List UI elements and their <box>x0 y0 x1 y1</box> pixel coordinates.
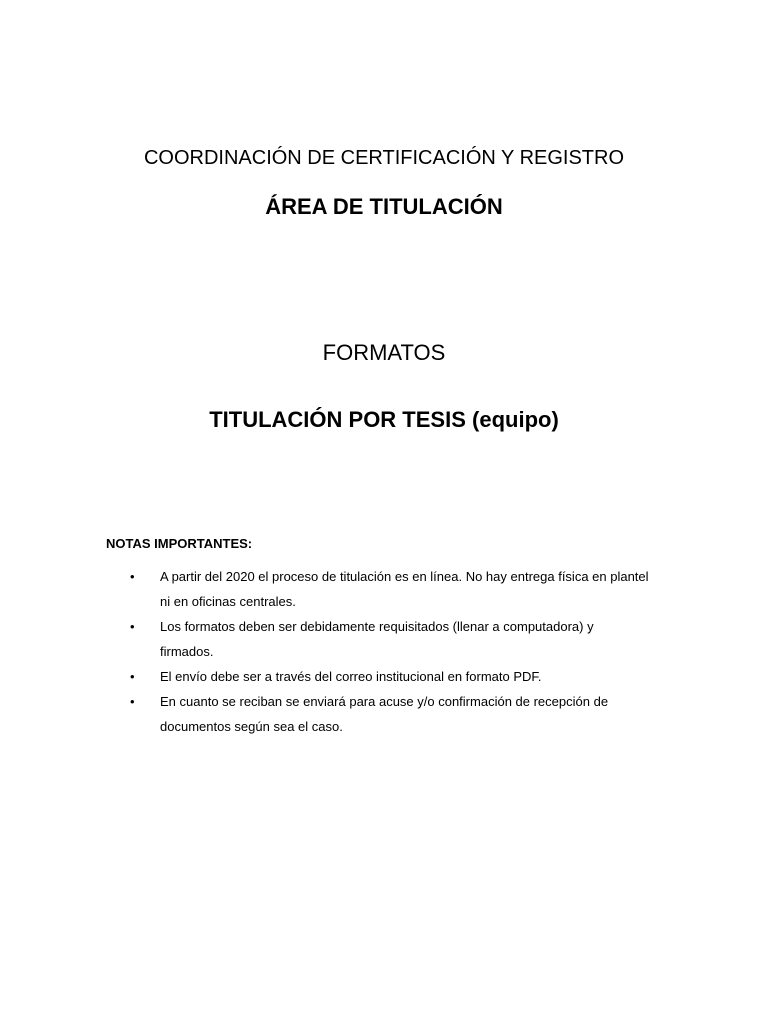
note-text: Los formatos deben ser debidamente requisitados (llenar a computadora) y firmados. <box>160 619 594 659</box>
tesis-title <box>0 404 768 436</box>
bullet-icon: • <box>130 694 135 709</box>
note-item <box>130 664 650 689</box>
organization-title: COORDINACIÓN DE CERTIFICACIÓN Y REGISTRO <box>143 147 625 169</box>
note-text: A partir del 2020 el proceso de titulación es en línea. No hay entrega física en plantel ni en oficinas centrales. <box>160 569 649 609</box>
area-title: ÁREA DE TITULACIÓN <box>265 194 503 219</box>
note-item <box>130 564 650 614</box>
note-text: En cuanto se reciban se enviará para acuse y/o confirmación de recepción de documentos según sea el caso. <box>160 694 609 734</box>
bullet-icon: • <box>130 669 135 684</box>
formatos-title: FORMATOS <box>322 340 446 365</box>
notes-heading: NOTAS IMPORTANTES: <box>106 536 253 551</box>
note-item <box>130 614 650 664</box>
tesis-title-suffix: (equipo) <box>472 407 559 432</box>
tesis-title-main: TITULACIÓN POR TESIS <box>209 407 466 432</box>
bullet-icon: • <box>130 569 135 584</box>
notes-list <box>130 564 650 739</box>
bullet-icon: • <box>130 619 135 634</box>
note-item <box>130 689 650 739</box>
note-text: El envío debe ser a través del correo institucional en formato PDF. <box>160 669 542 684</box>
